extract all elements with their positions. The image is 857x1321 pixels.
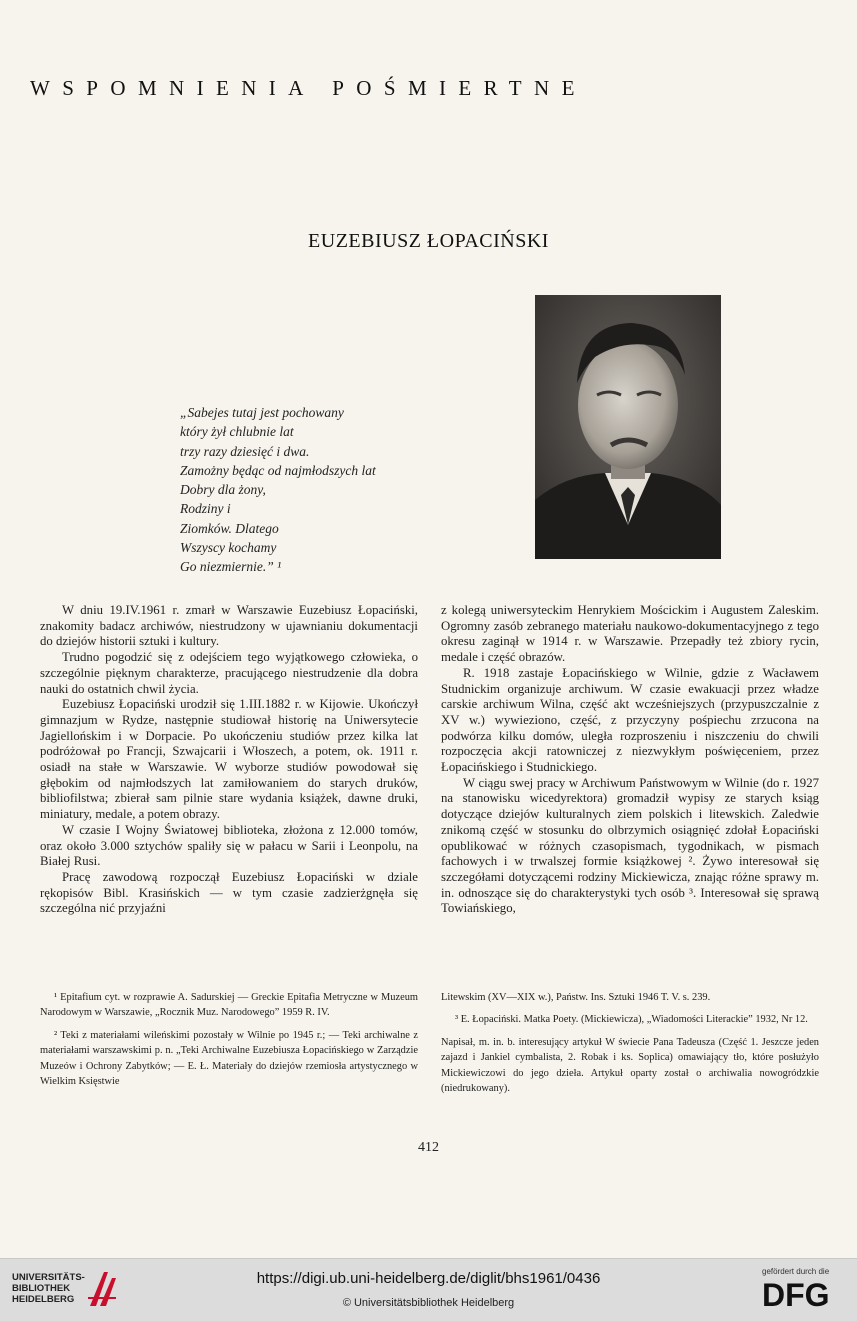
poem-line: Zamożny będąc od najmłodszych lat	[180, 462, 376, 478]
paragraph: R. 1918 zastaje Łopacińskiego w Wilnie, gdzie z Wacławem Studnickim organizuje archiwum. W czasie ewakuacji przez władze carskie archiwum Wilna, część akt wcześniejszych (przypuszczalnie z XV w.) wywieziono, część, z przyczyny pośpiechu zrzucona na podwórza kilku domów, uległa rozproszeniu i niszczeniu do chwili rozpoczęcia akcji ratowniczej z niezwykłym poświęceniem, przez Łopacińskiego i Studnickiego.	[441, 665, 819, 775]
paragraph: Euzebiusz Łopaciński urodził się 1.III.1882 r. w Kijowie. Ukończył gimnazjum w Rydze, następnie studiował historię na Uniwersytecie Jagiellońskim i w Dorpacie. Po ukończeniu studiów przez kilka lat podróżował po Francji, Szwajcarii i Włoszech, a potem, ok. 1911 r. osiadł na stałe w Warszawie. W wyborze studiów powodował się głębokim od najmłodszych lat zamiłowaniem do starych druków, bibliofilstwa; zbierał sam pilnie stare wydania książek, dawne druki, miniatury, medale, a potem obrazy.	[40, 697, 418, 822]
footnote: Napisał, m. in. b. interesujący artykuł W świecie Pana Tadeusza (Część 1. Jeszcze jeden zajazd i Jankiel cymbalista, 2. Robak i ks. Soplica) omawiający tło, które posłużyło Mickiewiczowi do jego dzieła. Artykuł oparty został o archiwalia nowogródzkie (niedrukowany).	[441, 1036, 819, 1095]
footnotes-right	[441, 990, 819, 1103]
footnote: ¹ Epitafium cyt. w rozprawie A. Sadurskiej — Greckie Epitafia Metryczne w Muzeum Narodowym w Warszawie, „Rocznik Muz. Narodowego” 1959 R. IV.	[40, 992, 418, 1019]
paragraph: W czasie I Wojny Światowej biblioteka, złożona z 12.000 tomów, oraz około 3.000 sztychów spaliły się w pałacu w Sarii i Leonpolu, na Białej Rusi.	[40, 822, 418, 869]
paragraph: W dniu 19.IV.1961 r. zmarł w Warszawie Euzebiusz Łopaciński, znakomity badacz archiwów, niestrudzony w ujawnianiu dokumentacji do dziejów historii sztuki i kultury.	[40, 603, 418, 649]
footnotes-left	[40, 990, 418, 1096]
poem-line: Dobry dla żony,	[180, 482, 266, 498]
poem-line: trzy razy dziesięć i dwa.	[180, 443, 310, 459]
paragraph: W ciągu swej pracy w Archiwum Państwowym w Wilnie (do r. 1927 na stanowisku wicedyrektora) gromadził wypisy ze starych ksiąg dotyczące dziejów kulturalnych ziem polskich i litewskich. Zaledwie znikomą część w stosunku do olbrzymich osiągnięć zdołał Łopaciński opublikować w różnych czasopismach, tygodnikach, w pismach fachowych i w trwalszej formie książkowej ². Żywo interesował się szczegółami dotyczącemi rodziny Mickiewicza, znając różne sprawy m. in. odnoszące się do charakterystyki tych osób ³. Interesował się sprawą Towiańskiego,	[441, 775, 819, 916]
poem-line: Wszyscy kochamy	[180, 540, 277, 556]
dfg-logo-text: DFG	[762, 1278, 830, 1310]
poem-line: Go niezmiernie.” ¹	[180, 559, 282, 575]
copyright-text: © Universitätsbibliothek Heidelberg	[342, 1297, 515, 1309]
logo-line: UNIVERSITÄTS-	[12, 1272, 85, 1283]
poem-line: „Sabejes tutaj jest pochowany	[180, 405, 344, 420]
sponsor-label: gefördert durch die	[762, 1267, 830, 1276]
paragraph: Trudno pogodzić się z odejściem tego wyjątkowego człowieka, o szczególnie pięknym charakterze, pracującego niestrudzenie dla dobra nauki do ostatnich chwil życia.	[40, 650, 418, 696]
section-title: WSPOMNIENIA POŚMIERTNE	[30, 76, 587, 100]
dfg-logo[interactable]	[762, 1278, 846, 1315]
footnote: ³ E. Łopaciński. Matka Poety. (Mickiewicza), „Wiadomości Literackie” 1932, Nr 12.	[455, 1014, 808, 1026]
paragraph: z kolegą uniwersyteckim Henrykiem Mościckim i Augustem Zaleskim. Ogromny zasób zebranego materiału naukowo-dokumentacyjnego z tego okresu zaginął w 1914 r. w Warszawie. Przepadły też zbiory rycin, medale i część obrazów.	[441, 603, 819, 665]
footnote: ² Teki z materiałami wileńskimi pozostały w Wilnie po 1945 r.; — Teki archiwalne z materiałami warszawskimi p. n. „Teki Archiwalne Euzebiusza Łopacińskiego w Zarządzie Muzeów i Ochrony Zabytków; — E. Ł. Materiały do dziejów rzemiosła artystycznego w Wielkim Księstwie	[40, 1029, 418, 1088]
poem-line: który żył chlubnie lat	[180, 424, 294, 440]
text-column-right	[441, 603, 819, 917]
portrait-photo	[535, 295, 721, 559]
article-title: EUZEBIUSZ ŁOPACIŃSKI	[308, 230, 549, 252]
text-column-left	[40, 603, 418, 917]
poem-line: Rodziny i	[180, 501, 231, 517]
poem-line: Ziomków. Dlatego	[180, 520, 279, 536]
logo-line: HEIDELBERG	[12, 1294, 75, 1305]
page-number: 412	[418, 1140, 439, 1155]
viewer-footer	[0, 1258, 857, 1321]
epitaph-poem	[180, 403, 440, 577]
logo-line: BIBLIOTHEK	[12, 1283, 71, 1294]
permalink-url[interactable]: https://digi.ub.uni-heidelberg.de/diglit/bhs1961/0436	[256, 1270, 601, 1287]
footnote: Litewskim (XV—XIX w.), Państw. Ins. Sztuki 1946 T. V. s. 239.	[441, 992, 711, 1003]
paragraph: Pracę zawodową rozpoczął Euzebiusz Łopaciński w dziale rękopisów Bibl. Krasińskich — w tym czasie zadzierżgnęła się szczególna nić przyjaźni	[40, 869, 418, 916]
